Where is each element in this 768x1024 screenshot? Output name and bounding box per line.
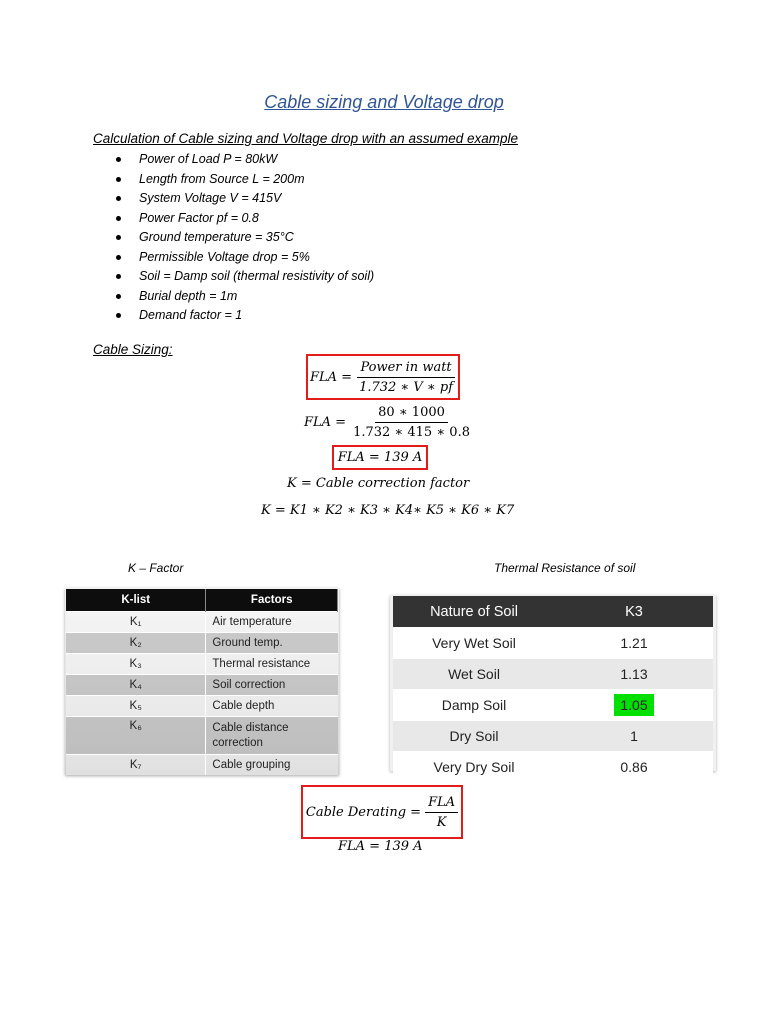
table-cell: 0.86 [555, 752, 713, 783]
table-cell: Very Dry Soil [393, 752, 555, 783]
table-row [66, 696, 338, 717]
list-item: Power Factor pf = 0.8 [110, 209, 374, 229]
thermal-caption: Thermal Resistance of soil [494, 561, 636, 575]
fla-lhs: FLA = [309, 369, 353, 385]
table-row [393, 628, 713, 659]
assumption-list [110, 150, 374, 326]
table-cell: Ground temp. [206, 633, 338, 654]
fla-lhs: FLA = [304, 414, 347, 430]
table-row [66, 633, 338, 654]
table-cell: K₃ [66, 654, 206, 675]
highlighted-value: 1.05 [614, 694, 653, 716]
fla-denominator: 1.732 ∗ V ∗ pf [359, 379, 454, 395]
list-item: Length from Source L = 200m [110, 170, 374, 190]
table-cell: K₇ [66, 755, 206, 776]
table-cell: Cable distance correction [206, 717, 338, 755]
k-product: K = K1 ∗ K2 ∗ K3 ∗ K4∗ K5 ∗ K6 ∗ K7 [261, 503, 515, 518]
fla-result: FLA = 139 A [337, 450, 423, 465]
table-row [66, 755, 338, 776]
fla-numerator: Power in watt [357, 360, 454, 378]
column-header: Factors [206, 589, 338, 612]
derating-numerator: FLA [425, 795, 458, 813]
table-cell: Wet Soil [393, 659, 555, 690]
table-cell: Damp Soil [393, 690, 555, 721]
table-cell: K₁ [66, 612, 206, 633]
page-title: Cable sizing and Voltage drop [264, 92, 504, 112]
list-item: Demand factor = 1 [110, 306, 374, 326]
table-row [66, 717, 338, 755]
table-row [393, 752, 713, 783]
k-factor-caption: K – Factor [128, 561, 184, 575]
column-header: K3 [555, 596, 713, 628]
derating-denominator: K [436, 814, 447, 830]
derating-result: FLA = 139 A [338, 839, 423, 854]
table-cell: K₄ [66, 675, 206, 696]
table-cell: Dry Soil [393, 721, 555, 752]
table-row [393, 659, 713, 690]
fla-numerator: 80 ∗ 1000 [375, 405, 448, 423]
fla-substituted [304, 403, 473, 441]
list-item: Burial depth = 1m [110, 287, 374, 307]
fla-fraction [350, 405, 473, 440]
table-cell: 1.21 [555, 628, 713, 659]
table-cell: Cable grouping [206, 755, 338, 776]
derating-lhs: Cable Derating = [305, 804, 422, 820]
list-item: System Voltage V = 415V [110, 189, 374, 209]
derating-formula-box [301, 785, 463, 839]
k-definition: K = Cable correction factor [287, 476, 470, 491]
table-row [393, 721, 713, 752]
list-item: Power of Load P = 80kW [110, 150, 374, 170]
table-cell: Thermal resistance [206, 654, 338, 675]
fla-fraction [356, 360, 456, 395]
section-subtitle: Calculation of Cable sizing and Voltage drop with an assumed example [93, 131, 518, 146]
table-cell: Soil correction [206, 675, 338, 696]
table-row [393, 690, 713, 721]
column-header: Nature of Soil [393, 596, 555, 628]
table-cell: K₅ [66, 696, 206, 717]
soil-k3-table [390, 595, 716, 775]
table-row [66, 675, 338, 696]
cable-sizing-heading: Cable Sizing: [93, 342, 173, 357]
table-cell: Very Wet Soil [393, 628, 555, 659]
table-row [66, 654, 338, 675]
k-list-table [65, 588, 339, 775]
table-row [66, 612, 338, 633]
derating-fraction [425, 795, 458, 830]
table-cell: Cable depth [206, 696, 338, 717]
table-cell: 1 [555, 721, 713, 752]
fla-result-box [332, 445, 428, 470]
fla-denominator: 1.732 ∗ 415 ∗ 0.8 [353, 424, 470, 440]
table-cell: K₆ [66, 717, 206, 755]
table-cell: K₂ [66, 633, 206, 654]
list-item: Permissible Voltage drop = 5% [110, 248, 374, 268]
list-item: Soil = Damp soil (thermal resistivity of soil) [110, 267, 374, 287]
column-header: K-list [66, 589, 206, 612]
list-item: Ground temperature = 35°C [110, 228, 374, 248]
table-cell: Air temperature [206, 612, 338, 633]
table-cell [555, 690, 713, 721]
fla-formula-box [306, 354, 460, 400]
table-cell: 1.13 [555, 659, 713, 690]
